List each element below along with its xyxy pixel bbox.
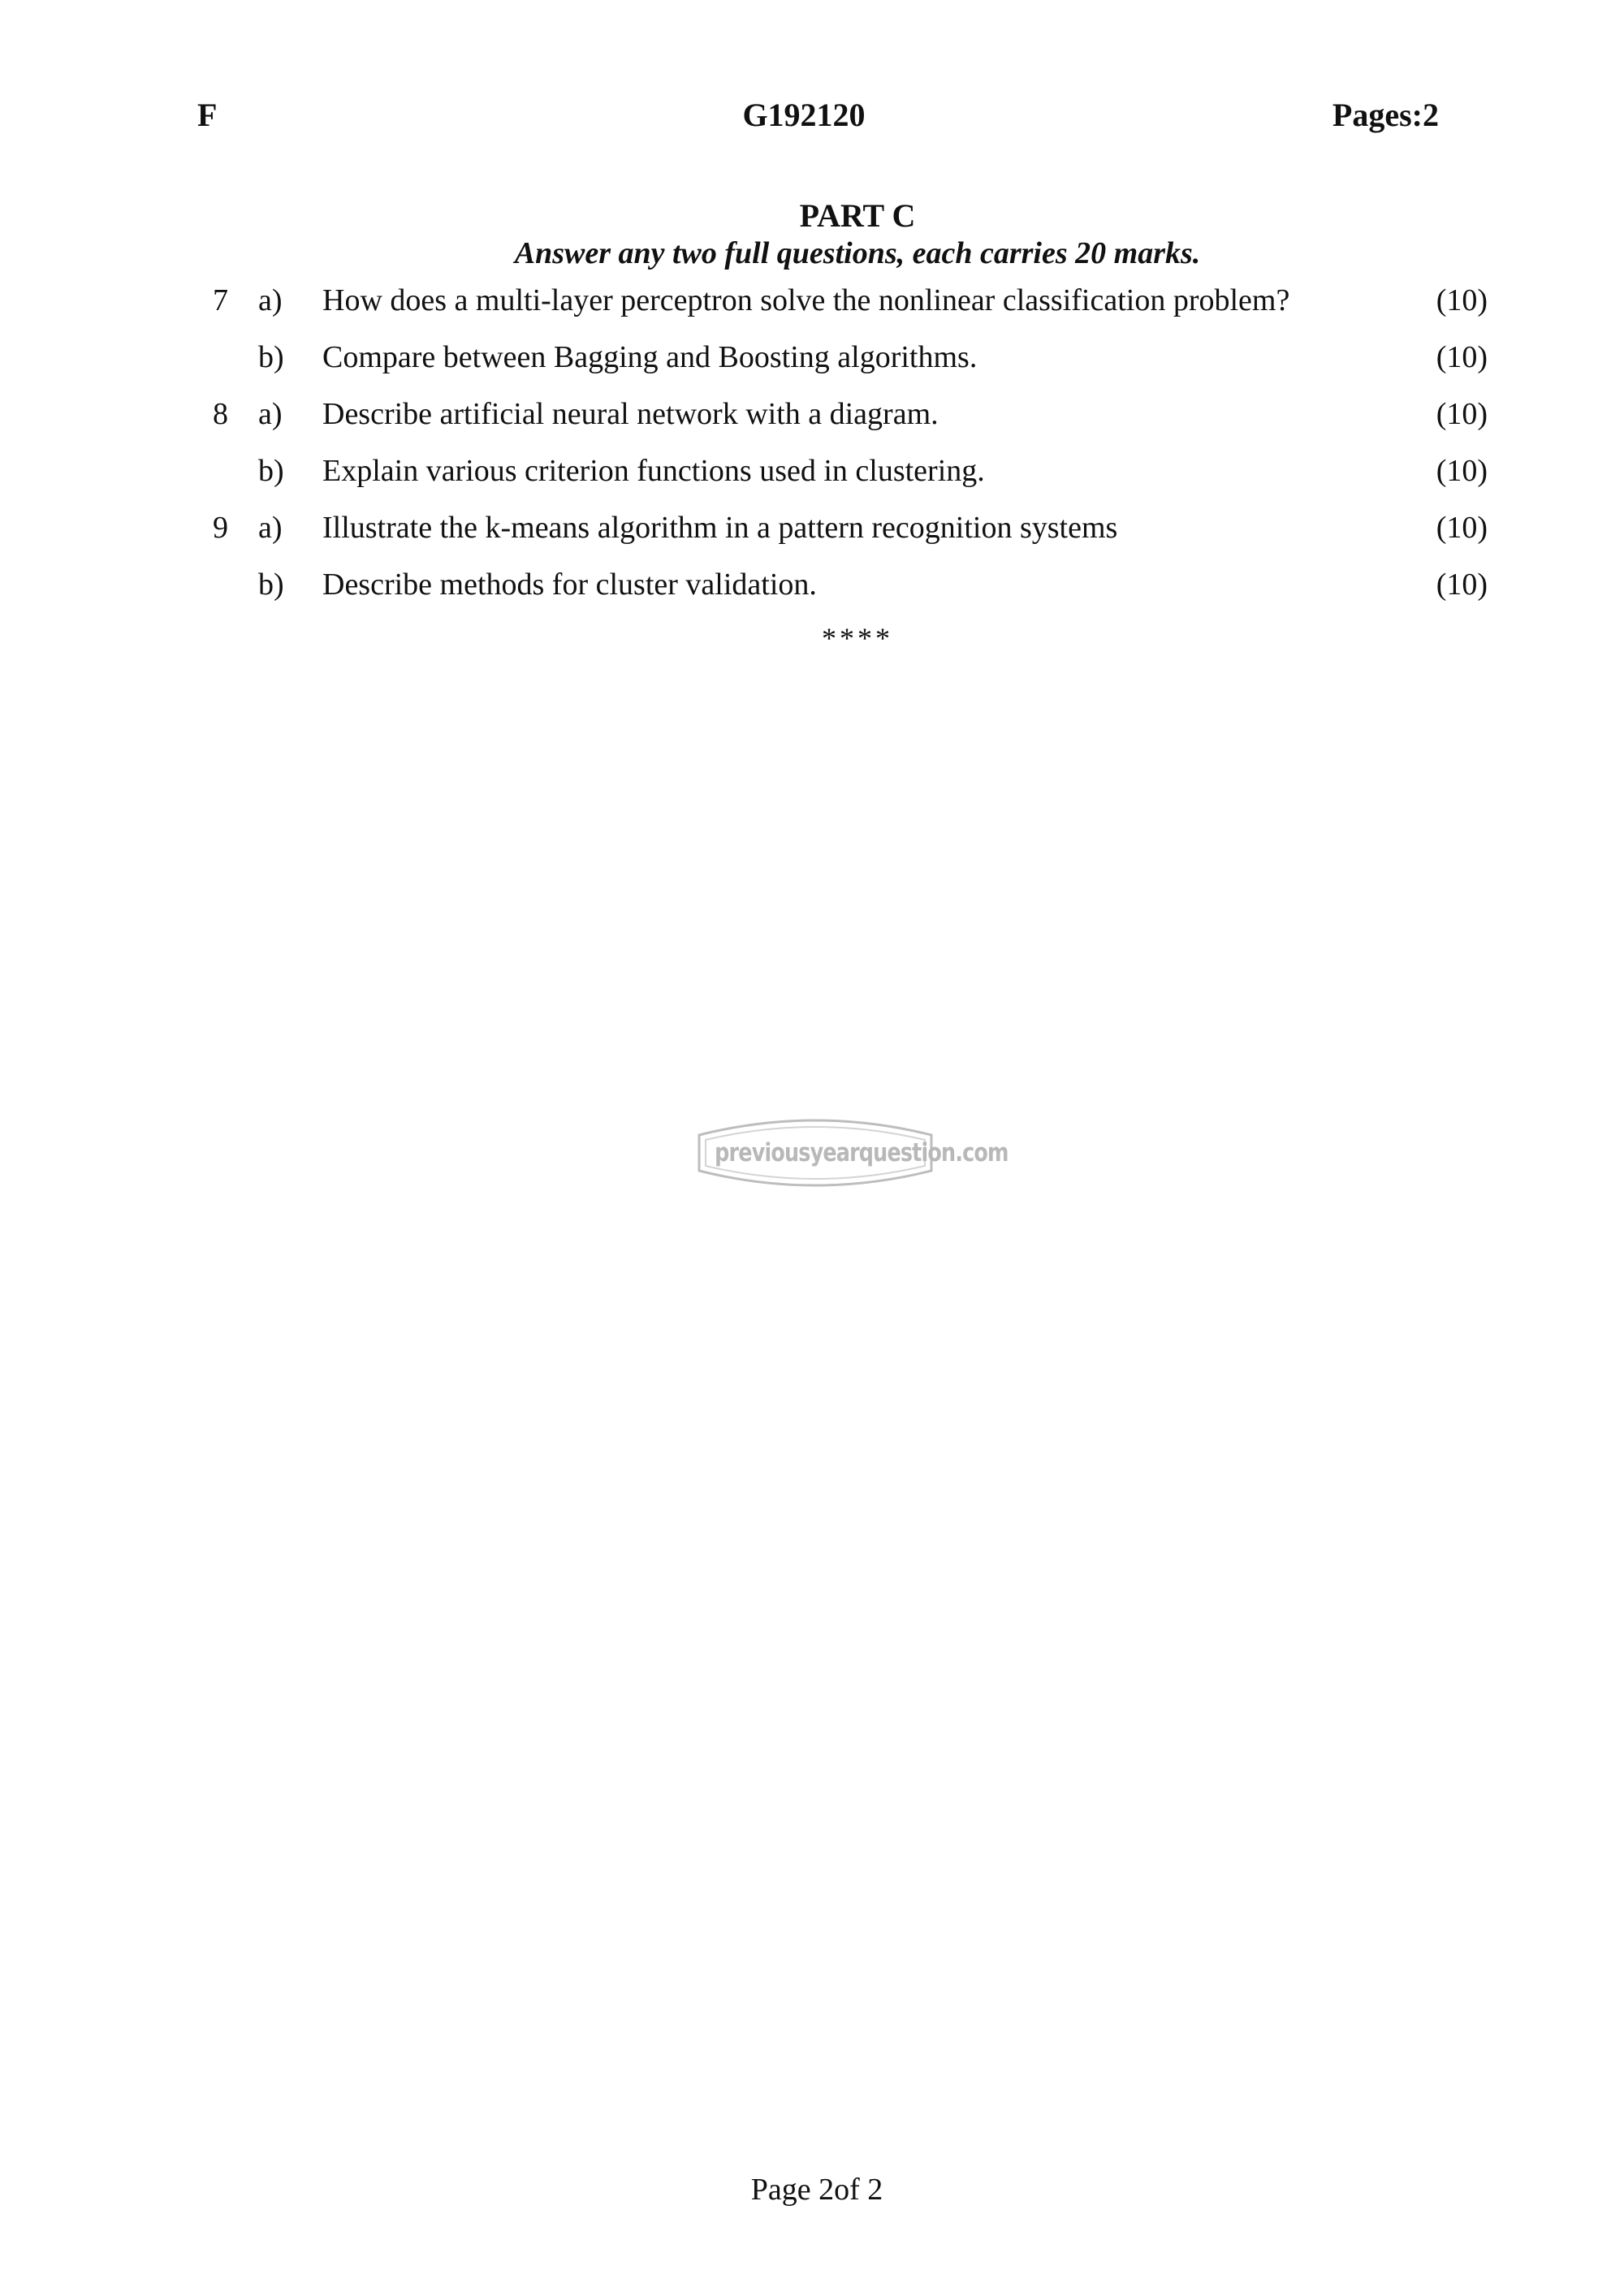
question-text: Explain various criterion functions used in clustering.	[322, 454, 985, 488]
question-number: 7	[213, 283, 228, 317]
question-row	[0, 394, 1624, 451]
question-part: a)	[258, 397, 283, 431]
question-marks: (10)	[1436, 340, 1488, 374]
question-text: Describe artificial neural network with a diagram.	[322, 397, 939, 431]
part-instruction: Answer any two full questions, each carries 20 marks.	[514, 236, 1201, 270]
question-part: b)	[258, 340, 284, 374]
part-title: PART C	[799, 197, 916, 234]
end-of-paper-mark: ****	[822, 622, 893, 654]
question-marks: (10)	[1436, 397, 1488, 431]
question-part: b)	[258, 454, 284, 488]
question-marks: (10)	[1436, 283, 1488, 317]
question-list	[0, 280, 1624, 621]
question-number: 9	[213, 511, 228, 545]
question-part: a)	[258, 511, 283, 545]
watermark-logo	[693, 1111, 1009, 1195]
question-marks: (10)	[1436, 454, 1488, 488]
question-part: a)	[258, 283, 283, 317]
paper-section-code: F	[197, 97, 218, 133]
question-row	[0, 507, 1624, 564]
question-marks: (10)	[1436, 568, 1488, 602]
watermark-text: previousyearquestion.com	[715, 1138, 1009, 1167]
question-row	[0, 280, 1624, 337]
question-marks: (10)	[1436, 511, 1488, 545]
paper-code: G192120	[742, 97, 866, 133]
question-text: Compare between Bagging and Boosting algorithms.	[322, 340, 978, 374]
question-text: Describe methods for cluster validation.	[322, 568, 817, 602]
question-row	[0, 337, 1624, 394]
question-text: How does a multi-layer perceptron solve the nonlinear classification problem?	[322, 283, 1290, 317]
question-text: Illustrate the k-means algorithm in a pattern recognition systems	[322, 511, 1118, 545]
question-row	[0, 451, 1624, 507]
question-row	[0, 564, 1624, 621]
question-part: b)	[258, 568, 284, 602]
page-count: Pages:2	[1332, 97, 1439, 133]
page-footer: Page 2of 2	[750, 2173, 883, 2207]
question-number: 8	[213, 397, 228, 431]
